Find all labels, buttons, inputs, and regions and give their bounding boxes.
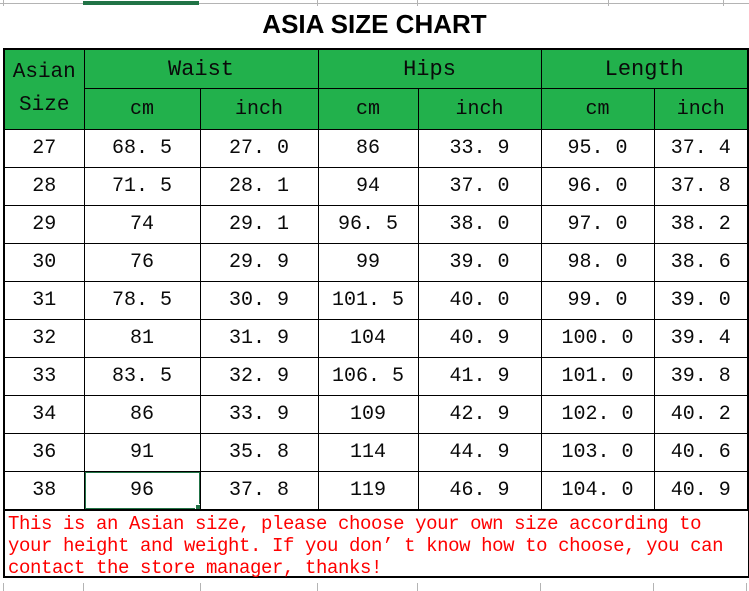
cell-hips-cm[interactable]: 106. 5 [318, 358, 418, 396]
cell-length-cm[interactable]: 103. 0 [541, 434, 654, 472]
cell-length-inch[interactable]: 39. 0 [654, 282, 748, 320]
gridline-stub [540, 583, 541, 591]
table-row [4, 206, 748, 244]
note-cell[interactable] [3, 511, 749, 578]
cell-asian-size[interactable]: 29 [4, 206, 84, 244]
cell-asian-size[interactable]: 34 [4, 396, 84, 434]
table-row [4, 472, 748, 511]
cell-waist-inch[interactable]: 31. 9 [200, 320, 318, 358]
cell-length-inch[interactable]: 37. 4 [654, 130, 748, 168]
cell-length-cm[interactable]: 99. 0 [541, 282, 654, 320]
cell-hips-inch[interactable]: 42. 9 [418, 396, 541, 434]
cell-hips-inch[interactable]: 39. 0 [418, 244, 541, 282]
cell-hips-inch[interactable]: 41. 9 [418, 358, 541, 396]
gridline-stub [723, 0, 724, 6]
cell-asian-size[interactable]: 33 [4, 358, 84, 396]
header-hips-cm[interactable]: cm [318, 89, 418, 130]
cell-length-cm[interactable]: 102. 0 [541, 396, 654, 434]
cell-hips-inch[interactable]: 40. 9 [418, 320, 541, 358]
cell-asian-size[interactable]: 36 [4, 434, 84, 472]
cell-length-cm[interactable]: 97. 0 [541, 206, 654, 244]
cell-waist-inch[interactable]: 29. 9 [200, 244, 318, 282]
cell-hips-cm[interactable]: 119 [318, 472, 418, 511]
header-length-cm[interactable]: cm [541, 89, 654, 130]
gridline-stub [3, 583, 4, 591]
gridline-stub [3, 0, 4, 6]
table-row [4, 358, 748, 396]
cell-hips-cm[interactable]: 104 [318, 320, 418, 358]
cell-waist-cm[interactable]: 76 [84, 244, 200, 282]
gridline-stub [83, 583, 84, 591]
cell-waist-cm[interactable]: 71. 5 [84, 168, 200, 206]
size-chart-table [3, 48, 749, 511]
table-row [4, 168, 748, 206]
cell-waist-cm[interactable]: 74 [84, 206, 200, 244]
cell-length-cm[interactable]: 95. 0 [541, 130, 654, 168]
cell-length-inch[interactable]: 37. 8 [654, 168, 748, 206]
table-row [4, 320, 748, 358]
cell-length-cm[interactable]: 104. 0 [541, 472, 654, 511]
cell-waist-cm[interactable]: 83. 5 [84, 358, 200, 396]
cell-hips-inch[interactable]: 37. 0 [418, 168, 541, 206]
cell-waist-cm[interactable]: 78. 5 [84, 282, 200, 320]
cell-length-cm[interactable]: 98. 0 [541, 244, 654, 282]
cell-hips-cm[interactable]: 114 [318, 434, 418, 472]
gridline-stub [608, 0, 609, 6]
cell-asian-size[interactable]: 27 [4, 130, 84, 168]
cell-length-cm[interactable]: 100. 0 [541, 320, 654, 358]
header-asian-size-line1: Asian [12, 60, 76, 84]
header-waist-inch[interactable]: inch [200, 89, 318, 130]
cell-waist-inch[interactable]: 35. 8 [200, 434, 318, 472]
gridline-stub [200, 583, 201, 591]
note-line: your height and weight. If you don’ t know how to choose, you can [8, 535, 724, 557]
note-line: contact the store manager, thanks! [8, 557, 383, 579]
cell-asian-size[interactable]: 38 [4, 472, 84, 511]
cell-asian-size[interactable]: 30 [4, 244, 84, 282]
selected-column-indicator [83, 1, 199, 5]
cell-waist-cm[interactable]: 81 [84, 320, 200, 358]
cell-length-inch[interactable]: 39. 8 [654, 358, 748, 396]
cell-hips-inch[interactable]: 44. 9 [418, 434, 541, 472]
fill-handle[interactable] [195, 504, 201, 510]
page-title[interactable]: ASIA SIZE CHART [262, 9, 487, 39]
table-row [4, 434, 748, 472]
cell-waist-inch[interactable]: 28. 1 [200, 168, 318, 206]
header-asian-size[interactable] [4, 49, 84, 130]
gridline-stub [746, 583, 747, 591]
cell-hips-inch[interactable]: 40. 0 [418, 282, 541, 320]
gridline-stub [417, 0, 418, 6]
cell-length-inch[interactable]: 39. 4 [654, 320, 748, 358]
cell-length-inch[interactable]: 38. 6 [654, 244, 748, 282]
gridline-stub [317, 583, 318, 591]
header-hips[interactable]: Hips [318, 49, 541, 89]
cell-asian-size[interactable]: 32 [4, 320, 84, 358]
cell-waist-cm[interactable]: 68. 5 [84, 130, 200, 168]
cell-waist-inch[interactable]: 33. 9 [200, 396, 318, 434]
table-row [4, 130, 748, 168]
header-length-inch[interactable]: inch [654, 89, 748, 130]
table-row [4, 244, 748, 282]
cell-waist-inch[interactable]: 32. 9 [200, 358, 318, 396]
header-group-row [4, 49, 748, 89]
cell-asian-size[interactable]: 31 [4, 282, 84, 320]
cell-hips-cm[interactable]: 94 [318, 168, 418, 206]
cell-length-inch[interactable]: 40. 2 [654, 396, 748, 434]
cell-waist-cm[interactable]: 96 [84, 472, 200, 511]
cell-waist-cm[interactable]: 86 [84, 396, 200, 434]
note-line: This is an Asian size, please choose your own size according to [8, 513, 702, 535]
cell-length-cm[interactable]: 101. 0 [541, 358, 654, 396]
cell-length-inch[interactable]: 40. 9 [654, 472, 748, 511]
gridline-stub [417, 583, 418, 591]
gridline-stub [317, 0, 318, 6]
header-length[interactable]: Length [541, 49, 748, 89]
cell-hips-cm[interactable]: 96. 5 [318, 206, 418, 244]
cell-hips-cm[interactable]: 86 [318, 130, 418, 168]
header-hips-inch[interactable]: inch [418, 89, 541, 130]
header-asian-size-line2: Size [19, 93, 70, 117]
cell-asian-size[interactable]: 28 [4, 168, 84, 206]
cell-waist-inch[interactable]: 37. 8 [200, 472, 318, 511]
table-row [4, 282, 748, 320]
size-chart-sheet [3, 48, 747, 578]
cell-hips-inch[interactable]: 38. 0 [418, 206, 541, 244]
cell-hips-cm[interactable]: 101. 5 [318, 282, 418, 320]
cell-waist-inch[interactable]: 30. 9 [200, 282, 318, 320]
cell-waist-cm[interactable]: 91 [84, 434, 200, 472]
cell-hips-inch[interactable]: 46. 9 [418, 472, 541, 511]
header-waist[interactable]: Waist [84, 49, 318, 89]
header-unit-row [4, 89, 748, 130]
cell-waist-inch[interactable]: 29. 1 [200, 206, 318, 244]
cell-hips-cm[interactable]: 99 [318, 244, 418, 282]
cell-hips-cm[interactable]: 109 [318, 396, 418, 434]
cell-length-inch[interactable]: 40. 6 [654, 434, 748, 472]
cell-hips-inch[interactable]: 33. 9 [418, 130, 541, 168]
cell-waist-inch[interactable]: 27. 0 [200, 130, 318, 168]
cell-length-cm[interactable]: 96. 0 [541, 168, 654, 206]
size-table-body [4, 130, 748, 511]
table-row [4, 396, 748, 434]
header-waist-cm[interactable]: cm [84, 89, 200, 130]
gridline-stub [653, 583, 654, 591]
selection-border [84, 472, 200, 511]
cell-length-inch[interactable]: 38. 2 [654, 206, 748, 244]
